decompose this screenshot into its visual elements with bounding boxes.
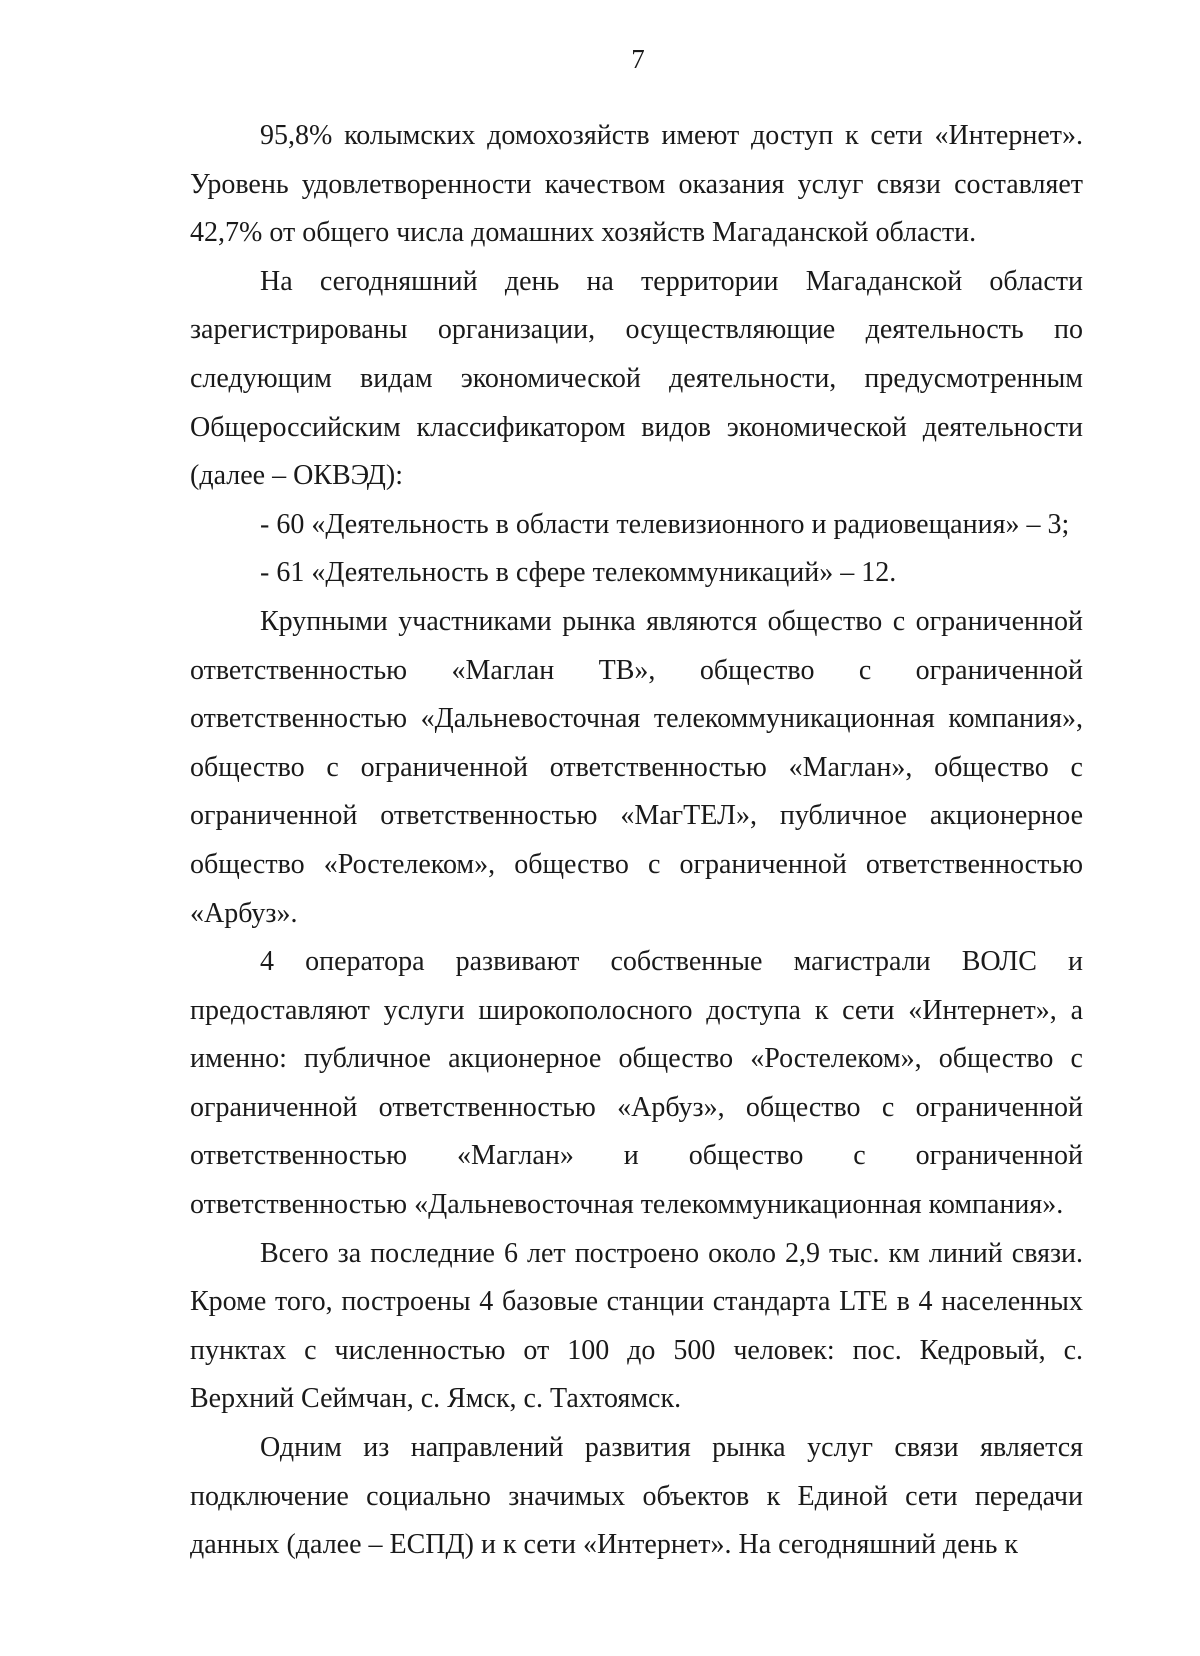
paragraph-market-participants: Крупными участниками рынка являются общество с ограниченной ответственностью «Маглан ТВ», общество с ограниченной ответственностью «Дальневосточная телекоммуникационная компания», общество с ограниченной ответственностью «Маглан», общество с ограниченной ответственностью «МагТЕЛ», публичное акционерное общество «Ростелеком», общество с ограниченной ответственностью «Арбуз».	[190, 605, 1083, 929]
list-item-okved-60: - 60 «Деятельность в области телевизионного и радиовещания» – 3;	[260, 508, 1070, 540]
paragraph-registered-organizations: На сегодняшний день на территории Магаданской области зарегистрированы организации, осуществляющие деятельность по следующим видам экономической деятельности, предусмотренным Общероссийским классификатором видов экономической деятельности (далее – ОКВЭД):	[190, 265, 1083, 492]
list-item-okved-61: - 61 «Деятельность в сфере телекоммуникаций» – 12.	[260, 557, 897, 589]
paragraph-internet-access: 95,8% колымских домохозяйств имеют доступ к сети «Интернет». Уровень удовлетворенности качеством оказания услуг связи составляет 42,7% от общего числа домашних хозяйств Магаданской области.	[190, 120, 1083, 249]
document-body	[190, 112, 1083, 1570]
paragraph-construction: Всего за последние 6 лет построено около 2,9 тыс. км линий связи. Кроме того, построены 4 базовые станции стандарта LTE в 4 населенных пунктах с численностью от 100 до 500 человек: пос. Кедровый, с. Верхний Сеймчан, с. Ямск, с. Тахтоямск.	[190, 1237, 1083, 1415]
page-number: 7	[631, 44, 645, 74]
paragraph-espd: Одним из направлений развития рынка услуг связи является подключение социально значимых объектов к Единой сети передачи данных (далее – ЕСПД) и к сети «Интернет». На сегодняшний день к	[190, 1432, 1083, 1561]
paragraph-operators: 4 оператора развивают собственные магистрали ВОЛС и предоставляют услуги широкополосного доступа к сети «Интернет», а именно: публичное акционерное общество «Ростелеком», общество с ограниченной ответственностью «Арбуз», общество с ограниченной ответственностью «Маглан» и общество с ограниченной ответственностью «Дальневосточная телекоммуникационная компания».	[190, 946, 1083, 1221]
